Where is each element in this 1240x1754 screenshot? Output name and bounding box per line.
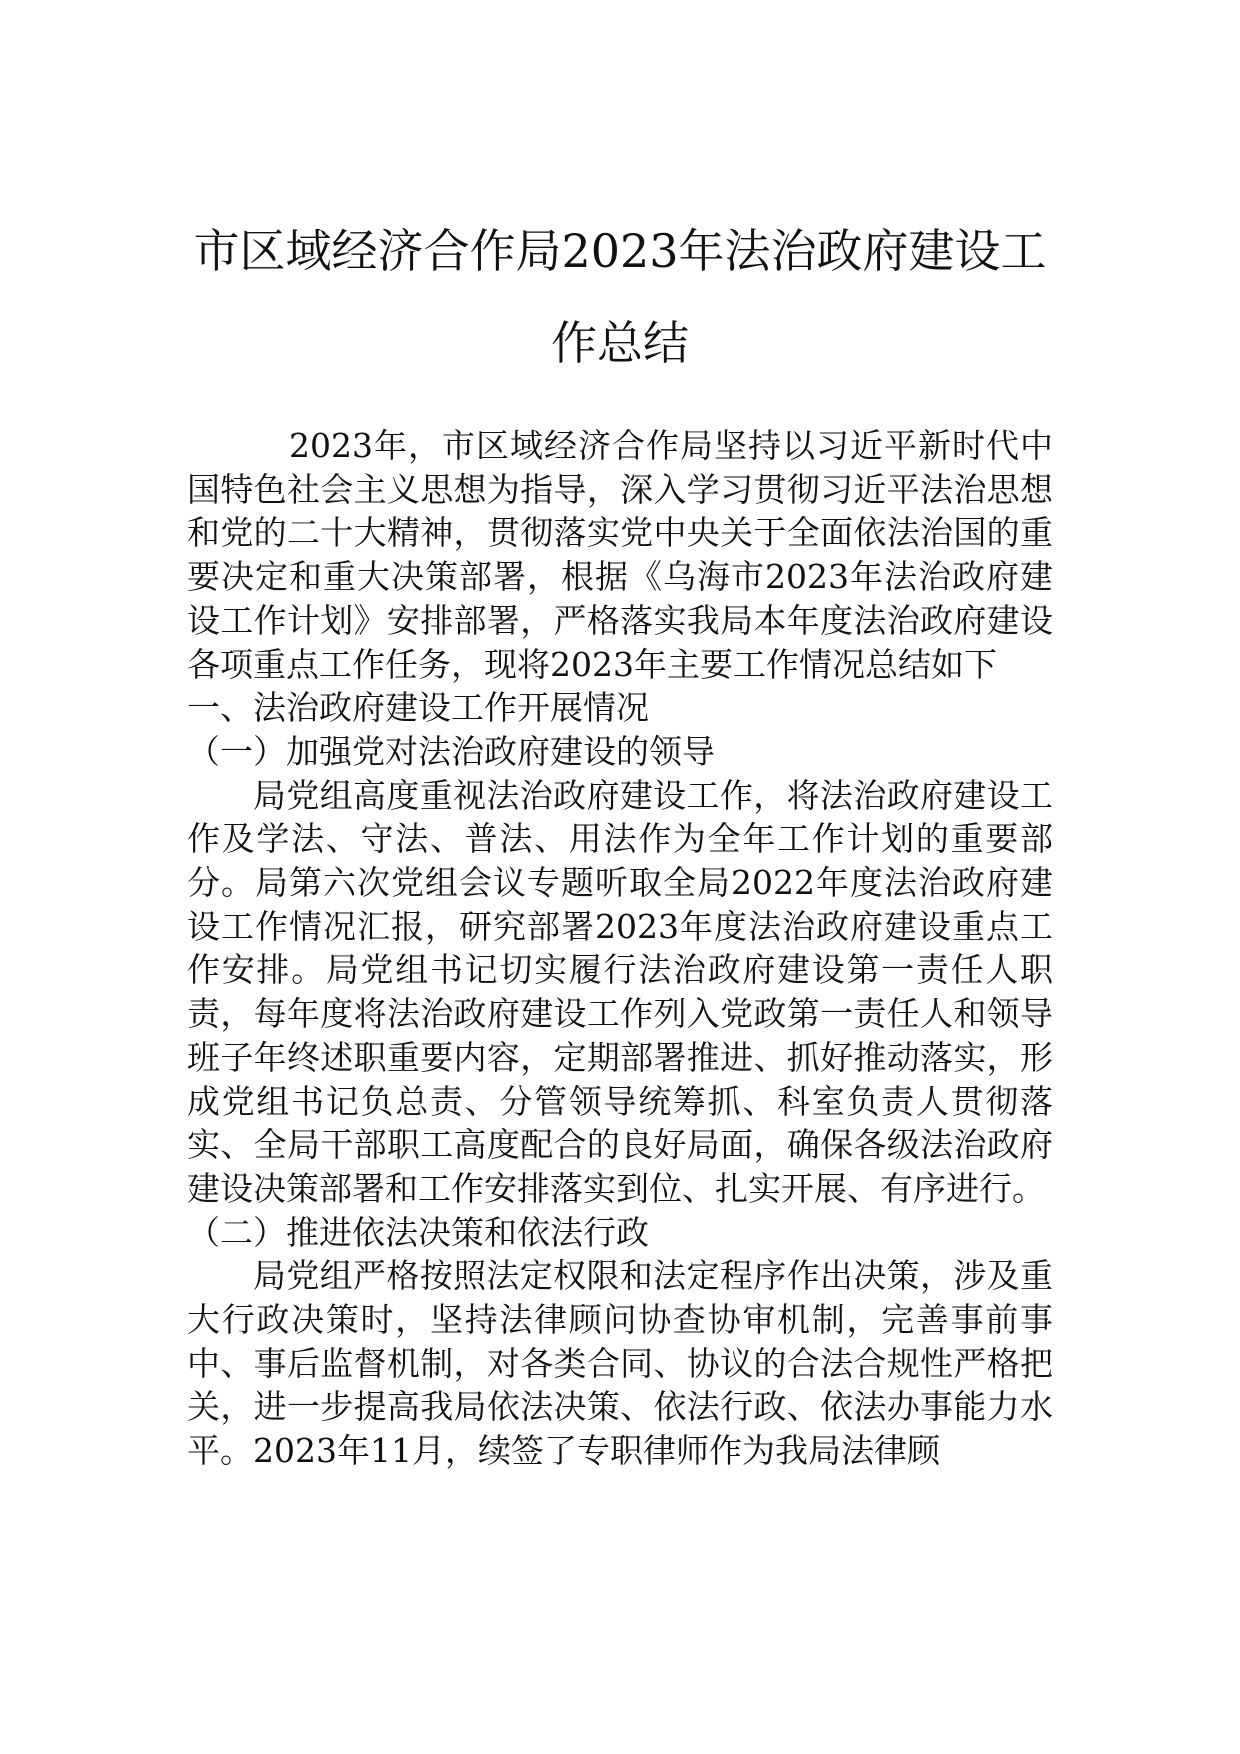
document-body (187, 424, 1053, 1473)
document-title: 市区域经济合作局2023年法治政府建设工作总结 (193, 224, 1047, 370)
subsection-2-paragraph: 局党组严格按照法定权限和法定程序作出决策，涉及重大行政决策时，坚持法律顾问协查协审机制，完善事前事中、事后监督机制，对各类合同、协议的合法合规性严格把关，进一步提高我局依法决策、依法行政、依法办事能力水平。2023年11月，续签了专职律师作为我局法律顾 (187, 1256, 1053, 1471)
intro-paragraph: 2023年，市区域经济合作局坚持以习近平新时代中国特色社会主义思想为指导，深入学习贯彻习近平法治思想和党的二十大精神，贯彻落实党中央关于全面依法治国的重要决定和重大决策部署，根据《乌海市2023年法治政府建设工作计划》安排部署，严格落实我局本年度法治政府建设各项重点工作任务，现将2023年主要工作情况总结如下 (187, 426, 1053, 684)
section-heading-1: 一、法治政府建设工作开展情况 (187, 688, 649, 728)
subsection-1-paragraph: 局党组高度重视法治政府建设工作，将法治政府建设工作及学法、守法、普法、用法作为全年工作计划的重要部分。局第六次党组会议专题听取全局2022年度法治政府建设工作情况汇报，研究部署2023年度法治政府建设重点工作安排。局党组书记切实履行法治政府建设第一责任人职责，每年度将法治政府建设工作列入党政第一责任人和领导班子年终述职重要内容，定期部署推进、抓好推动落实，形成党组书记负总责、分管领导统筹抓、科室负责人贯彻落实、全局干部职工高度配合的良好局面，确保各级法治政府建设决策部署和工作安排落实到位、扎实开展、有序进行。 (187, 775, 1053, 1208)
subsection-heading-2: （二）推进依法决策和依法行政 (187, 1212, 649, 1252)
subsection-heading-1: （一）加强党对法治政府建设的领导 (187, 731, 715, 771)
